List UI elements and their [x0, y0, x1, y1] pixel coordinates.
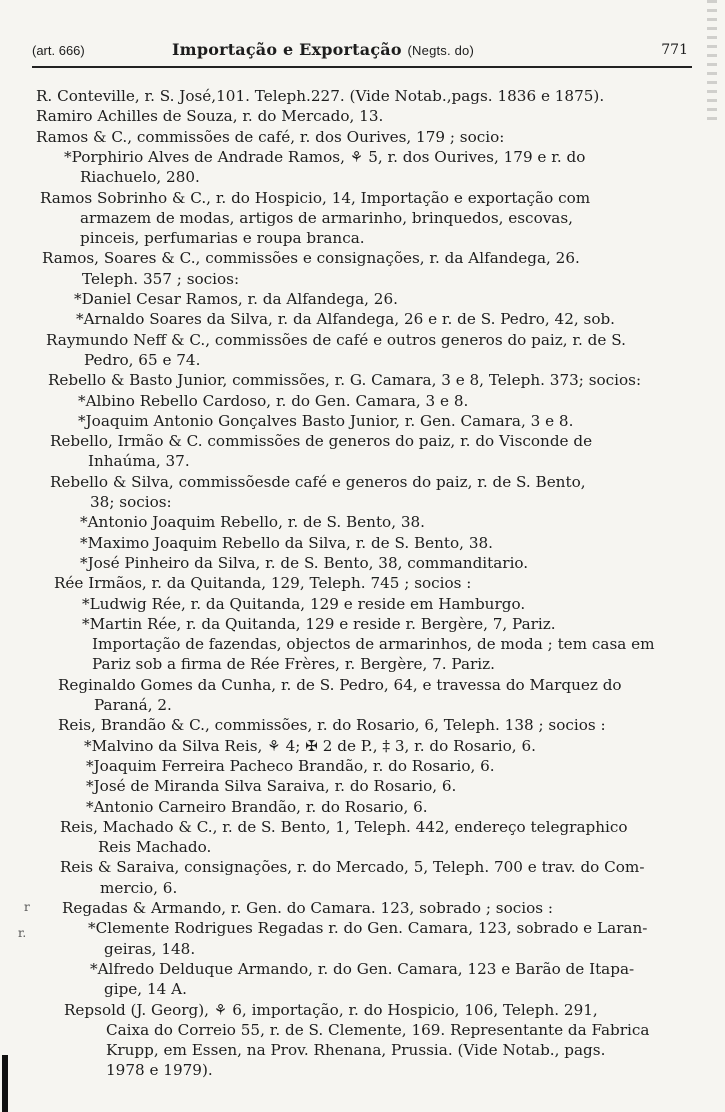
partner-line: *Clemente Rodrigues Regadas r. do Gen. Camara, 123, sobrado e Laran-	[88, 919, 648, 938]
partner-line: *José Pinheiro da Silva, r. de S. Bento, 38, commanditario.	[80, 553, 529, 572]
entry-line: Reis, Machado & C., r. de S. Bento, 1, Teleph. 442, endereço telegraphico	[60, 817, 628, 836]
partner-line: *Antonio Carneiro Brandão, r. do Rosario, 6.	[86, 797, 428, 816]
page-title	[172, 40, 474, 59]
entry-line: Ramos & C., commissões de café, r. dos Ourives, 179 ; socio:	[36, 127, 505, 146]
entry-line: Teleph. 357 ; socios:	[82, 269, 240, 288]
entry-line: Riachuelo, 280.	[80, 168, 200, 187]
entry-line: R. Conteville, r. S. José,101. Teleph.227. (Vide Notab.,pags. 1836 e 1875).	[36, 87, 605, 105]
entry-line: Pedro, 65 e 74.	[84, 350, 201, 369]
entry-line: Rebello & Silva, commissõesde café e generos do paiz, r. de S. Bento,	[50, 472, 586, 491]
entry-line: Ramos, Soares & C., commissões e consignações, r. da Alfandega, 26.	[42, 249, 580, 268]
entry-line: Reis & Saraiva, consignações, r. do Mercado, 5, Teleph. 700 e trav. do Com-	[60, 858, 645, 877]
entry-line: 1978 e 1979).	[106, 1061, 213, 1080]
entry-line: Importação de fazendas, objectos de armarinhos, de moda ; tem casa em	[92, 635, 655, 654]
margin-mark: r	[24, 900, 30, 914]
partner-line: *Daniel Cesar Ramos, r. da Alfandega, 26.	[74, 290, 398, 308]
partner-line: *José de Miranda Silva Saraiva, r. do Rosario, 6.	[86, 777, 457, 796]
partner-line: *Joaquim Ferreira Pacheco Brandão, r. do Rosario, 6.	[86, 756, 495, 775]
entry-line: pinceis, perfumarias e roupa branca.	[80, 229, 365, 248]
entry-line: Rebello & Basto Junior, commissões, r. G. Camara, 3 e 8, Teleph. 373; socios:	[48, 371, 642, 390]
entry-line: Caixa do Correio 55, r. de S. Clemente, 169. Representante da Fabrica	[106, 1020, 650, 1039]
entry-line: Repsold (J. Georg), ⚘ 6, importação, r. do Hospicio, 106, Teleph. 291,	[64, 1000, 598, 1019]
entry-line: Raymundo Neff & C., commissões de café e outros generos do paiz, r. de S.	[46, 330, 626, 349]
entry-line: Paraná, 2.	[94, 696, 172, 714]
entry-line: Ramiro Achilles de Souza, r. do Mercado, 13.	[36, 107, 384, 126]
entry-line: Ramos Sobrinho & C., r. do Hospicio, 14, Importação e exportação com	[40, 188, 591, 207]
entry-line: Reginaldo Gomes da Cunha, r. de S. Pedro, 64, e travessa do Marquez do	[58, 675, 622, 694]
margin-mark: r.	[18, 926, 27, 940]
entry-line: Krupp, em Essen, na Prov. Rhenana, Prussia. (Vide Notab., pags.	[106, 1041, 606, 1060]
entry-line: mercio, 6.	[100, 878, 178, 897]
entry-line: Reis, Brandão & C., commissões, r. do Rosario, 6, Teleph. 138 ; socios :	[58, 716, 606, 735]
entry-line: Rée Irmãos, r. da Quitanda, 129, Teleph. 745 ; socios :	[54, 574, 472, 593]
partner-line: *Malvino da Silva Reis, ⚘ 4; ✠ 2 de P., ‡ 3, r. do Rosario, 6.	[84, 736, 536, 755]
entry-line: 38; socios:	[90, 493, 172, 511]
entry-line: Inhaúma, 37.	[88, 452, 190, 471]
partner-line: *Alfredo Delduque Armando, r. do Gen. Camara, 123 e Barão de Itapa-	[90, 959, 635, 978]
entry-line: Pariz sob a firma de Rée Frères, r. Bergère, 7. Pariz.	[92, 655, 495, 674]
partner-line: *Antonio Joaquim Rebello, r. de S. Bento, 38.	[80, 513, 426, 532]
partner-line: *Joaquim Antonio Gonçalves Basto Junior, r. Gen. Camara, 3 e 8.	[78, 411, 574, 430]
entry-line: geiras, 148.	[104, 939, 196, 958]
entry-line: gipe, 14 A.	[104, 980, 187, 999]
partner-line: *Maximo Joaquim Rebello da Silva, r. de S. Bento, 38.	[80, 533, 493, 552]
scan-edge-bar	[2, 1055, 8, 1112]
partner-line: *Albino Rebello Cardoso, r. do Gen. Camara, 3 e 8.	[78, 391, 469, 410]
entry-line: Reis Machado.	[98, 838, 212, 857]
entry-line: Regadas & Armando, r. Gen. do Camara. 123, sobrado ; socios :	[62, 899, 553, 917]
entry-line: Rebello, Irmão & C. commissões de generos do paiz, r. do Visconde de	[50, 432, 593, 451]
entry-line: armazem de modas, artigos de armarinho, brinquedos, escovas,	[80, 208, 573, 227]
article-reference: (art. 666)	[32, 43, 85, 58]
title-sub: (Negts. do)	[407, 43, 475, 58]
title-main: Importação e Exportação	[172, 40, 402, 59]
partner-line: *Ludwig Rée, r. da Quitanda, 129 e reside em Hamburgo.	[82, 594, 526, 613]
scan-edge-noise	[707, 0, 717, 120]
page-number: 771	[661, 42, 688, 58]
partner-line: *Arnaldo Soares da Silva, r. da Alfandega, 26 e r. de S. Pedro, 42, sob.	[76, 310, 616, 329]
partner-line: *Martin Rée, r. da Quitanda, 129 e reside r. Bergère, 7, Pariz.	[82, 614, 556, 633]
partner-line: *Porphirio Alves de Andrade Ramos, ⚘ 5, r. dos Ourives, 179 e r. do	[64, 147, 586, 166]
page-header	[32, 40, 692, 68]
